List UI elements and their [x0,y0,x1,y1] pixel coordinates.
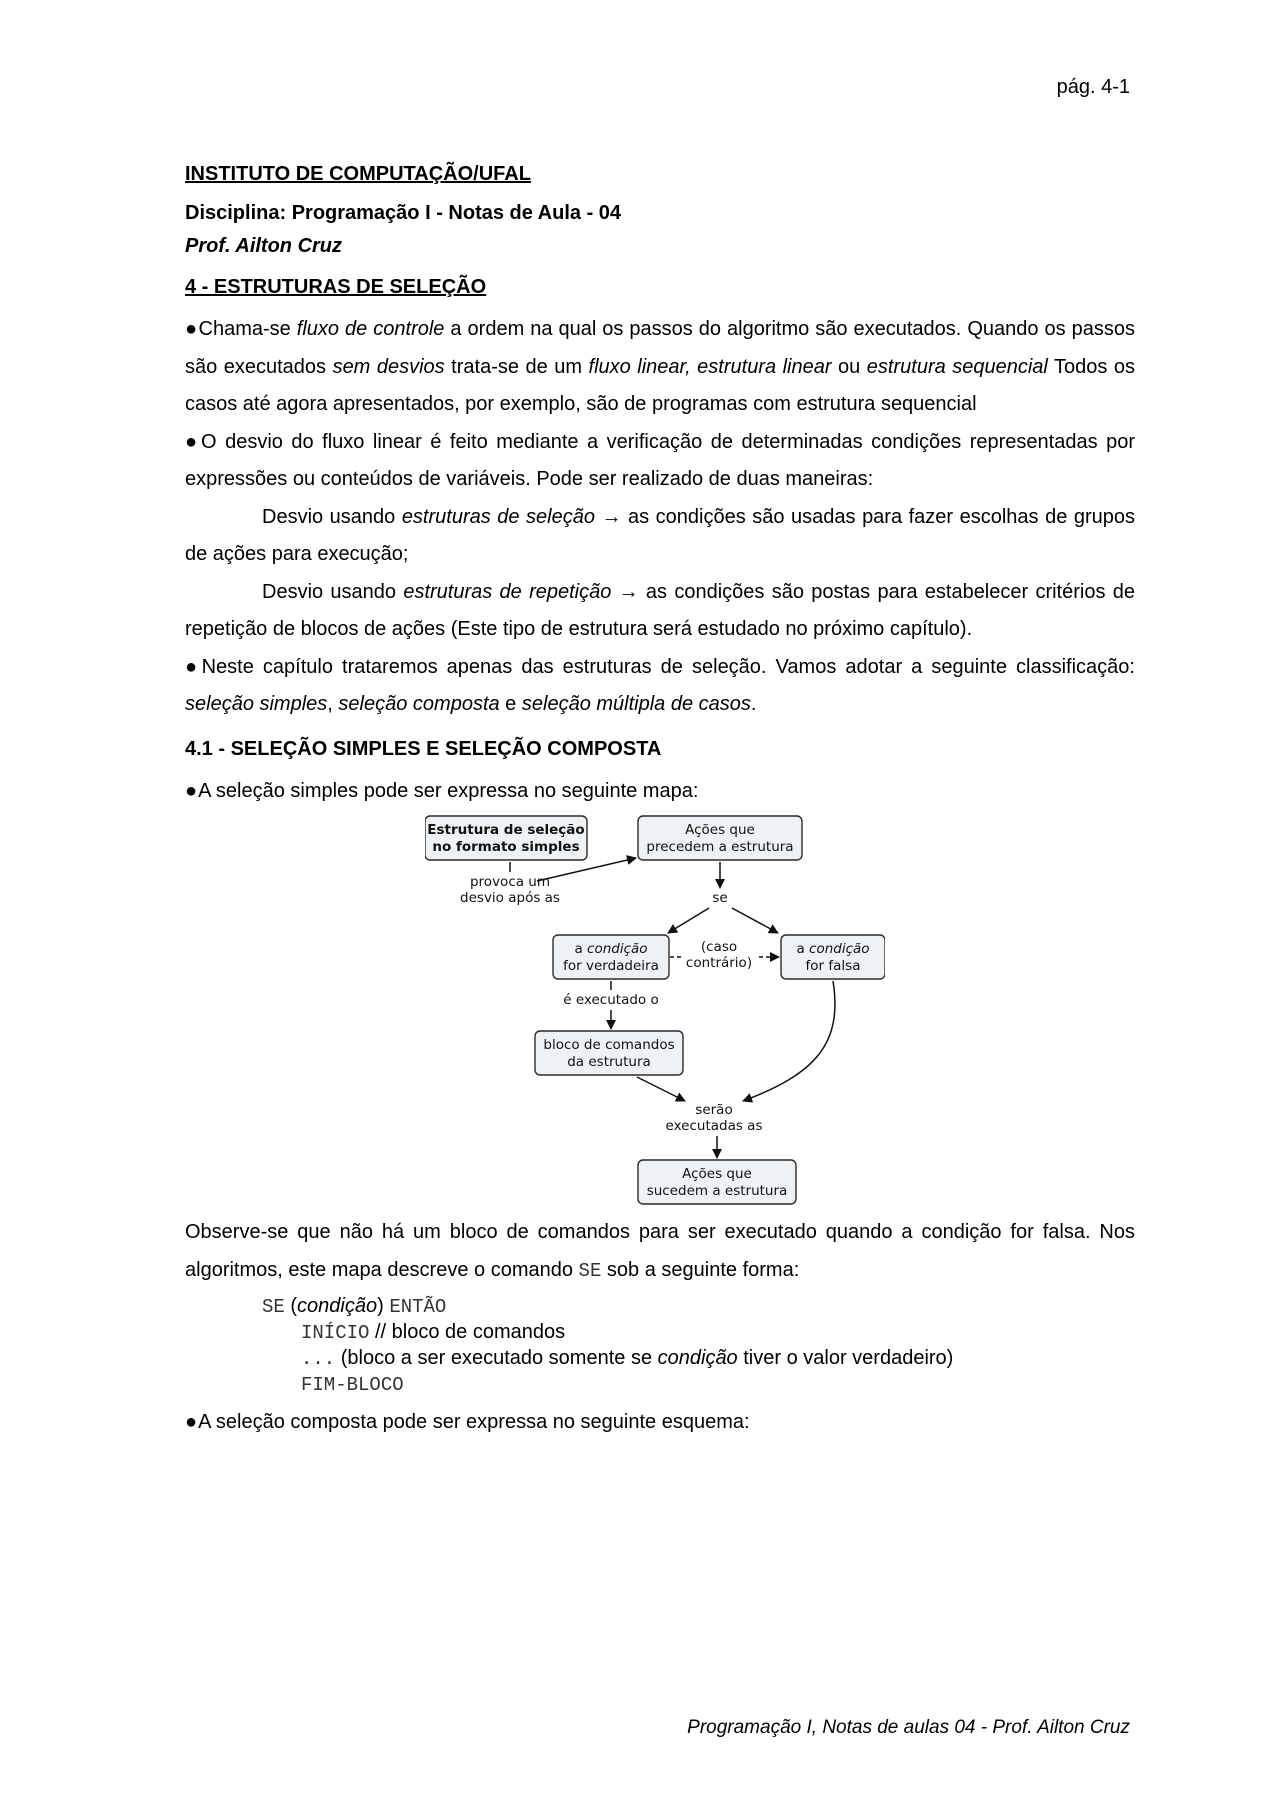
box-condition-false-line1: a condição [796,941,870,957]
link-label-serao: serão [695,1102,733,1118]
code-line-inicio: INÍCIO // bloco de comandos [301,1321,566,1344]
link-label-desvio: desvio após as [460,890,560,906]
bullet-icon: ● [185,655,201,678]
box-succeeding-actions-line1: Ações que [682,1166,752,1182]
section-4-1-heading: 4.1 - SELEÇÃO SIMPLES E SELEÇÃO COMPOSTA [185,737,662,760]
arrow-false-to-serao [743,981,835,1101]
link-label-provoca: provoca um [469,874,551,890]
box-command-block-line1: bloco de comandos [543,1037,675,1053]
code-line-se: SE (condição) ENTÃO [262,1295,447,1318]
pseudocode-block [262,1294,1135,1398]
bullet-icon: ● [185,318,198,340]
paragraph-classification: ●Neste capítulo trataremos apenas das estruturas de seleção. Vamos adotar a seguinte classificação: seleção simples, seleção composta e seleção múltipla de casos. [185,655,1135,715]
box-command-block-line2: da estrutura [567,1054,651,1070]
paragraph-composite-selection-intro: ●A seleção composta pode ser expressa no seguinte esquema: [185,1411,750,1433]
bullet-icon: ● [185,779,198,802]
box-condition-true-line2: for verdadeira [563,958,659,974]
bullet-icon: ● [185,1411,198,1433]
arrow-block-to-serao [637,1077,685,1101]
institute-heading: INSTITUTO DE COMPUTAÇÃO/UFAL [185,163,531,185]
section-4-heading: 4 - ESTRUTURAS DE SELEÇÃO [185,276,487,298]
code-line-ellipsis: ... (bloco a ser executado somente se condição tiver o valor verdadeiro) [301,1347,954,1370]
page-number: pág. 4-1 [1056,76,1130,98]
paragraph-selection-structures: Desvio usando estruturas de seleção → as condições são usadas para fazer escolhas de grupos de ações para execução; [185,505,1135,565]
arrow-to-preceding [537,858,636,881]
box-condition-false-line2: for falsa [805,958,861,974]
box-selection-structure-line2: no formato simples [432,839,580,855]
box-succeeding-actions-line2: sucedem a estrutura [646,1183,788,1199]
box-condition-true-line1: a condição [574,941,648,957]
bullet-icon: ● [185,430,201,453]
page-footer: Programação I, Notas de aulas 04 - Prof. Ailton Cruz [687,1717,1130,1738]
link-label-caso: (caso [700,939,738,955]
paragraph-control-flow: ●Chama-se fluxo de controle a ordem na qual os passos do algoritmo são executados. Quando os passos são executados sem desvios trata-se de um fluxo linear, estrutura linear ou estrutura sequencial Todos os casos até agora apresentados, por exemplo, são de programas com estrutura sequencial [185,318,1136,415]
paragraph-simple-selection-intro: ●A seleção simples pode ser expressa no seguinte mapa: [185,779,699,802]
simple-selection-concept-map [425,814,885,1208]
discipline-heading: Disciplina: Programação I - Notas de Aula - 04 [185,202,622,224]
arrow-to-false [732,908,778,933]
link-label-executadas: executadas as [665,1118,763,1134]
box-preceding-actions-line2: precedem a estrutura [646,839,794,855]
link-label-executado: é executado o [563,992,659,1008]
link-label-se: se [712,890,728,906]
box-preceding-actions-line1: Ações que [685,822,755,838]
paragraph-repetition-structures: Desvio usando estruturas de repetição → as condições são postas para estabelecer critérios de repetição de blocos de ações (Este tipo de estrutura será estudado no próximo capítulo). [185,580,1135,640]
page-content [185,163,1135,1442]
box-selection-structure-line1: Estrutura de seleção [427,822,585,838]
professor-name: Prof. Ailton Cruz [185,235,343,257]
paragraph-observation: Observe-se que não há um bloco de comandos para ser executado quando a condição for falsa. Nos algoritmos, este mapa descreve o comando SE sob a seguinte forma: [185,1221,1135,1282]
arrow-to-true [668,908,709,933]
code-line-fim: FIM-BLOCO [301,1374,404,1396]
paragraph-linear-deviation: ●O desvio do fluxo linear é feito mediante a verificação de determinadas condições representadas por expressões ou conteúdos de variáveis. Pode ser realizado de duas maneiras: [185,430,1135,490]
link-label-contrario: contrário) [685,955,753,971]
